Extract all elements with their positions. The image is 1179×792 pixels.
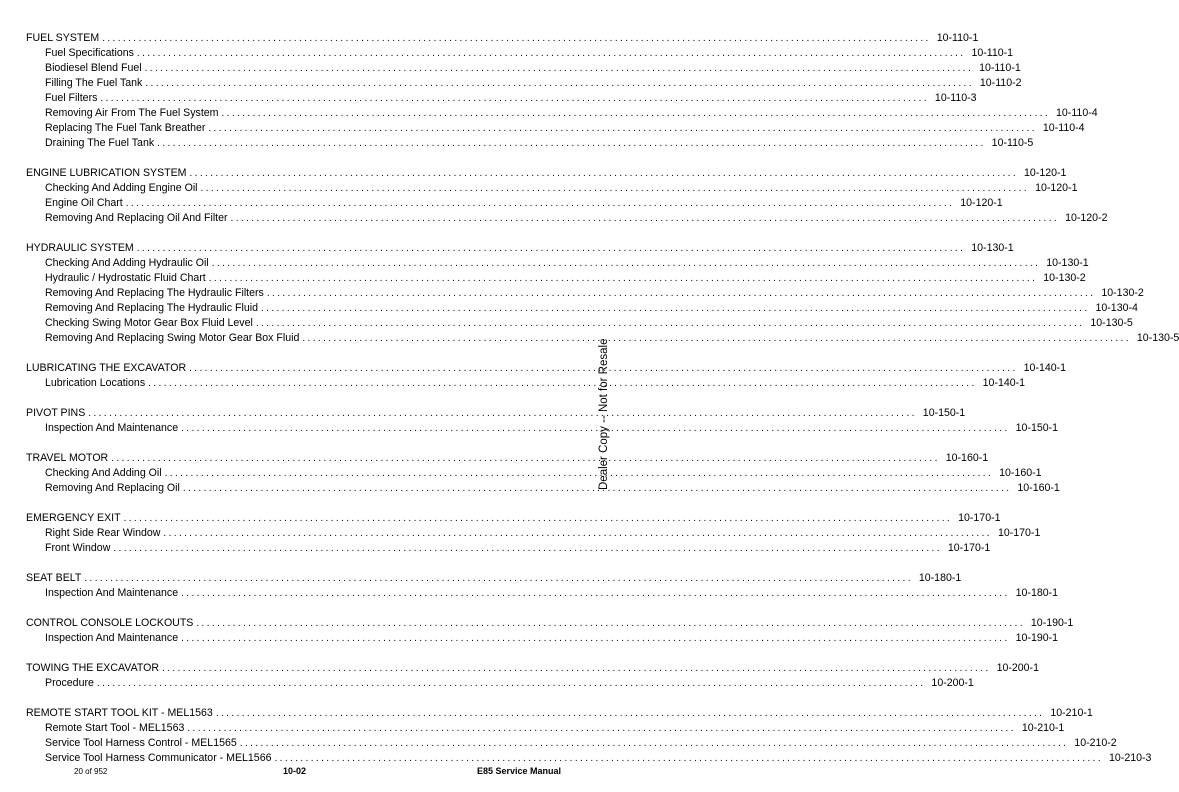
toc-entry-title: Biodiesel Blend Fuel	[45, 62, 142, 74]
dot-leader: ................................................................................................................................................................	[123, 513, 953, 524]
toc-subentry[interactable]	[26, 751, 1152, 766]
toc-entry-title: Inspection And Maintenance	[45, 587, 179, 599]
toc-subentry[interactable]	[26, 526, 1041, 541]
toc-page-number: 10-190-1	[1030, 617, 1074, 629]
toc-entry-title: Fuel Filters	[45, 92, 98, 104]
toc-section	[26, 241, 1179, 346]
toc-entry-title: LUBRICATING THE EXCAVATOR	[26, 362, 187, 374]
toc-page-number: 10-150-1	[1015, 422, 1059, 434]
toc-entry-title: Inspection And Maintenance	[45, 422, 179, 434]
toc-subentry[interactable]	[26, 376, 1026, 391]
dot-leader: ................................................................................................................................................................	[181, 588, 1010, 599]
toc-entry-title: ENGINE LUBRICATION SYSTEM	[26, 167, 187, 179]
toc-entry-title: Removing And Replacing The Hydraulic Fluid	[45, 302, 258, 314]
toc-entry-title: Checking And Adding Hydraulic Oil	[45, 257, 209, 269]
toc-entry-title: CONTROL CONSOLE LOCKOUTS	[26, 617, 194, 629]
dot-leader: ................................................................................................................................................................	[163, 528, 992, 539]
toc-subentry[interactable]	[26, 181, 1078, 196]
toc-page-number: 10-110-1	[979, 62, 1021, 74]
toc-entry-title: Removing And Replacing Oil And Filter	[45, 212, 228, 224]
toc-subentry[interactable]	[26, 196, 1003, 211]
toc-section	[26, 451, 1060, 496]
dot-leader: ................................................................................................................................................................	[125, 198, 955, 209]
toc-page-number: 10-200-1	[996, 662, 1039, 674]
toc-subentry[interactable]	[26, 121, 1085, 136]
toc-subentry[interactable]	[26, 46, 1014, 61]
toc-subentry[interactable]	[26, 736, 1117, 751]
dot-leader: ................................................................................................................................................................	[200, 183, 1030, 194]
toc-entry-title: Right Side Rear Window	[45, 527, 161, 539]
toc-entry-title: Draining The Fuel Tank	[45, 137, 155, 149]
dot-leader: ................................................................................................................................................................	[181, 423, 1010, 434]
dot-leader: ................................................................................................................................................................	[189, 168, 1019, 179]
toc-entry-title: Fuel Specifications	[45, 47, 134, 59]
toc-section-heading[interactable]	[26, 661, 1039, 676]
toc-subentry[interactable]	[26, 76, 1022, 91]
toc-entry-title: FUEL SYSTEM	[26, 32, 100, 44]
toc-section-heading[interactable]	[26, 706, 1093, 721]
dot-leader: ................................................................................................................................................................	[302, 333, 1131, 344]
toc-subentry[interactable]	[26, 586, 1059, 601]
toc-page-number: 10-120-1	[1024, 167, 1067, 179]
toc-subentry[interactable]	[26, 676, 974, 691]
dot-leader: ................................................................................................................................................................	[144, 63, 974, 74]
toc-subentry[interactable]	[26, 541, 991, 556]
toc-entry-title: Removing And Replacing Swing Motor Gear Box Fluid	[45, 332, 300, 344]
dot-leader: ................................................................................................................................................................	[113, 543, 942, 554]
toc-section-heading[interactable]	[26, 451, 989, 466]
toc-section-heading[interactable]	[26, 361, 1067, 376]
toc-subentry[interactable]	[26, 481, 1060, 496]
toc-section-heading[interactable]	[26, 166, 1067, 181]
toc-section	[26, 361, 1067, 391]
dot-leader: ................................................................................................................................................................	[208, 123, 1037, 134]
toc-page-number: 10-200-1	[931, 677, 974, 689]
toc-entry-title: HYDRAULIC SYSTEM	[26, 242, 134, 254]
toc-entry-title: PIVOT PINS	[26, 407, 86, 419]
toc-page-number: 10-110-4	[1056, 107, 1098, 119]
toc-entry-title: SEAT BELT	[26, 572, 82, 584]
dot-leader: ................................................................................................................................................................	[88, 408, 917, 419]
dot-leader: ................................................................................................................................................................	[136, 243, 966, 254]
toc-section	[26, 661, 1039, 691]
dot-leader: ................................................................................................................................................................	[164, 468, 994, 479]
toc-section-heading[interactable]	[26, 616, 1074, 631]
toc-entry-title: Filling The Fuel Tank	[45, 77, 143, 89]
toc-entry-title: Checking Swing Motor Gear Box Fluid Level	[45, 317, 253, 329]
toc-page-number: 10-210-3	[1109, 752, 1152, 764]
dot-leader: ................................................................................................................................................................	[189, 363, 1018, 374]
toc-subentry[interactable]	[26, 136, 1034, 151]
dot-leader: ................................................................................................................................................................	[102, 33, 931, 44]
toc-entry-title: Procedure	[45, 677, 94, 689]
dot-leader: ................................................................................................................................................................	[136, 48, 966, 59]
footer-page-number: 10-02	[283, 766, 307, 776]
toc-page-number: 10-160-1	[1017, 482, 1060, 494]
dot-leader: ................................................................................................................................................................	[145, 78, 974, 89]
toc-subentry[interactable]	[26, 61, 1021, 76]
dot-leader: ................................................................................................................................................................	[239, 738, 1069, 749]
toc-page-number: 10-160-1	[999, 467, 1042, 479]
toc-entry-title: Remote Start Tool - MEL1563	[45, 722, 185, 734]
toc-page-number: 10-210-2	[1074, 737, 1117, 749]
dot-leader: ................................................................................................................................................................	[162, 663, 991, 674]
toc-section-heading[interactable]	[26, 571, 962, 586]
toc-page-number: 10-120-1	[960, 197, 1003, 209]
toc-subentry[interactable]	[26, 301, 1138, 316]
toc-entry-title: Checking And Adding Oil	[45, 467, 162, 479]
toc-page-number: 10-150-1	[922, 407, 966, 419]
toc-entry-title: Replacing The Fuel Tank Breather	[45, 122, 206, 134]
toc-entry-title: Inspection And Maintenance	[45, 632, 179, 644]
toc-page-number: 10-130-1	[971, 242, 1014, 254]
toc-entry-title: Removing And Replacing Oil	[45, 482, 180, 494]
toc-page-number: 10-170-1	[997, 527, 1041, 539]
toc-page-number: 10-120-2	[1065, 212, 1108, 224]
dot-leader: ................................................................................................................................................................	[182, 483, 1012, 494]
toc-page-number: 10-130-5	[1090, 317, 1133, 329]
toc-section-heading[interactable]	[26, 511, 1001, 526]
toc-subentry[interactable]	[26, 631, 1059, 646]
toc-page-number: 10-130-1	[1046, 257, 1089, 269]
toc-entry-title: Front Window	[45, 542, 111, 554]
footer-manual-title: E85 Service Manual	[477, 766, 562, 776]
toc-page-number: 10-110-5	[991, 137, 1034, 149]
dot-leader: ................................................................................................................................................................	[181, 633, 1010, 644]
dot-leader: ................................................................................................................................................................	[221, 108, 1051, 119]
toc-section	[26, 616, 1074, 646]
toc-page-number: 10-190-1	[1015, 632, 1059, 644]
toc-subentry[interactable]	[26, 211, 1108, 226]
toc-section-heading[interactable]	[26, 406, 966, 421]
toc-entry-title: Hydraulic / Hydrostatic Fluid Chart	[45, 272, 206, 284]
dot-leader: ................................................................................................................................................................	[266, 288, 1096, 299]
dot-leader: ................................................................................................................................................................	[187, 723, 1016, 734]
toc-entry-title: Engine Oil Chart	[45, 197, 123, 209]
dot-leader: ................................................................................................................................................................	[100, 93, 929, 104]
toc-page-number: 10-110-1	[971, 47, 1014, 59]
toc-section	[26, 706, 1152, 766]
toc-subentry[interactable]	[26, 721, 1065, 736]
dot-leader: ................................................................................................................................................................	[208, 273, 1038, 284]
dot-leader: ................................................................................................................................................................	[111, 453, 940, 464]
toc-subentry[interactable]	[26, 286, 1144, 301]
dot-leader: ................................................................................................................................................................	[148, 378, 977, 389]
toc-page-number: 10-110-3	[934, 92, 977, 104]
toc-subentry[interactable]	[26, 91, 977, 106]
toc-section-heading[interactable]	[26, 31, 979, 46]
dot-leader: ................................................................................................................................................................	[260, 303, 1090, 314]
toc-subentry[interactable]	[26, 271, 1086, 286]
toc-page-number: 10-110-4	[1042, 122, 1085, 134]
toc-page-number: 10-130-4	[1095, 302, 1138, 314]
toc-page-number: 10-140-1	[982, 377, 1026, 389]
toc-page-number: 10-180-1	[1015, 587, 1059, 599]
dot-leader: ................................................................................................................................................................	[230, 213, 1060, 224]
toc-page-number: 10-110-1	[936, 32, 979, 44]
toc-section	[26, 571, 1059, 601]
toc-page-number: 10-170-1	[958, 512, 1001, 524]
toc-page-number: 10-210-1	[1050, 707, 1093, 719]
toc-section-heading[interactable]	[26, 241, 1014, 256]
toc-section	[26, 166, 1108, 226]
dealer-copy-watermark: Dealer Copy -- Not for Resale	[598, 338, 610, 490]
toc-page-number: 10-140-1	[1023, 362, 1067, 374]
toc-entry-title: Checking And Adding Engine Oil	[45, 182, 198, 194]
toc-page-number: 10-120-1	[1035, 182, 1078, 194]
toc-page-number: 10-210-1	[1021, 722, 1065, 734]
toc-section	[26, 511, 1041, 556]
dot-leader: ................................................................................................................................................................	[196, 618, 1025, 629]
footer-pdf-page: 20 of 952	[74, 767, 108, 776]
toc-entry-title: Lubrication Locations	[45, 377, 146, 389]
toc-section	[26, 31, 1098, 151]
toc-entry-title: Removing And Replacing The Hydraulic Filters	[45, 287, 264, 299]
toc-page-number: 10-160-1	[945, 452, 989, 464]
toc-entry-title: Removing Air From The Fuel System	[45, 107, 219, 119]
dot-leader: ................................................................................................................................................................	[84, 573, 913, 584]
toc-subentry[interactable]	[26, 316, 1133, 331]
toc-page-number: 10-170-1	[947, 542, 991, 554]
toc-section	[26, 406, 1059, 436]
toc-subentry[interactable]	[26, 256, 1089, 271]
toc-page-number: 10-130-5	[1136, 332, 1179, 344]
toc-page-number: 10-110-2	[979, 77, 1022, 89]
toc-subentry[interactable]	[26, 421, 1059, 436]
toc-entry-title: TRAVEL MOTOR	[26, 452, 109, 464]
toc-entry-title: Service Tool Harness Control - MEL1565	[45, 737, 237, 749]
toc-page-number: 10-180-1	[918, 572, 962, 584]
dot-leader: ................................................................................................................................................................	[255, 318, 1085, 329]
toc-entry-title: EMERGENCY EXIT	[26, 512, 121, 524]
dot-leader: ................................................................................................................................................................	[274, 753, 1104, 764]
dot-leader: ................................................................................................................................................................	[96, 678, 926, 689]
toc-page-number: 10-130-2	[1101, 287, 1144, 299]
dot-leader: ................................................................................................................................................................	[157, 138, 986, 149]
dot-leader: ................................................................................................................................................................	[211, 258, 1041, 269]
toc-entry-title: REMOTE START TOOL KIT - MEL1563	[26, 707, 213, 719]
toc-subentry[interactable]	[26, 466, 1042, 481]
dot-leader: ................................................................................................................................................................	[215, 708, 1045, 719]
toc-subentry[interactable]	[26, 331, 1179, 346]
toc-page-number: 10-130-2	[1043, 272, 1086, 284]
toc-entry-title: Service Tool Harness Communicator - MEL1566	[45, 752, 272, 764]
toc-subentry[interactable]	[26, 106, 1098, 121]
toc-entry-title: TOWING THE EXCAVATOR	[26, 662, 160, 674]
